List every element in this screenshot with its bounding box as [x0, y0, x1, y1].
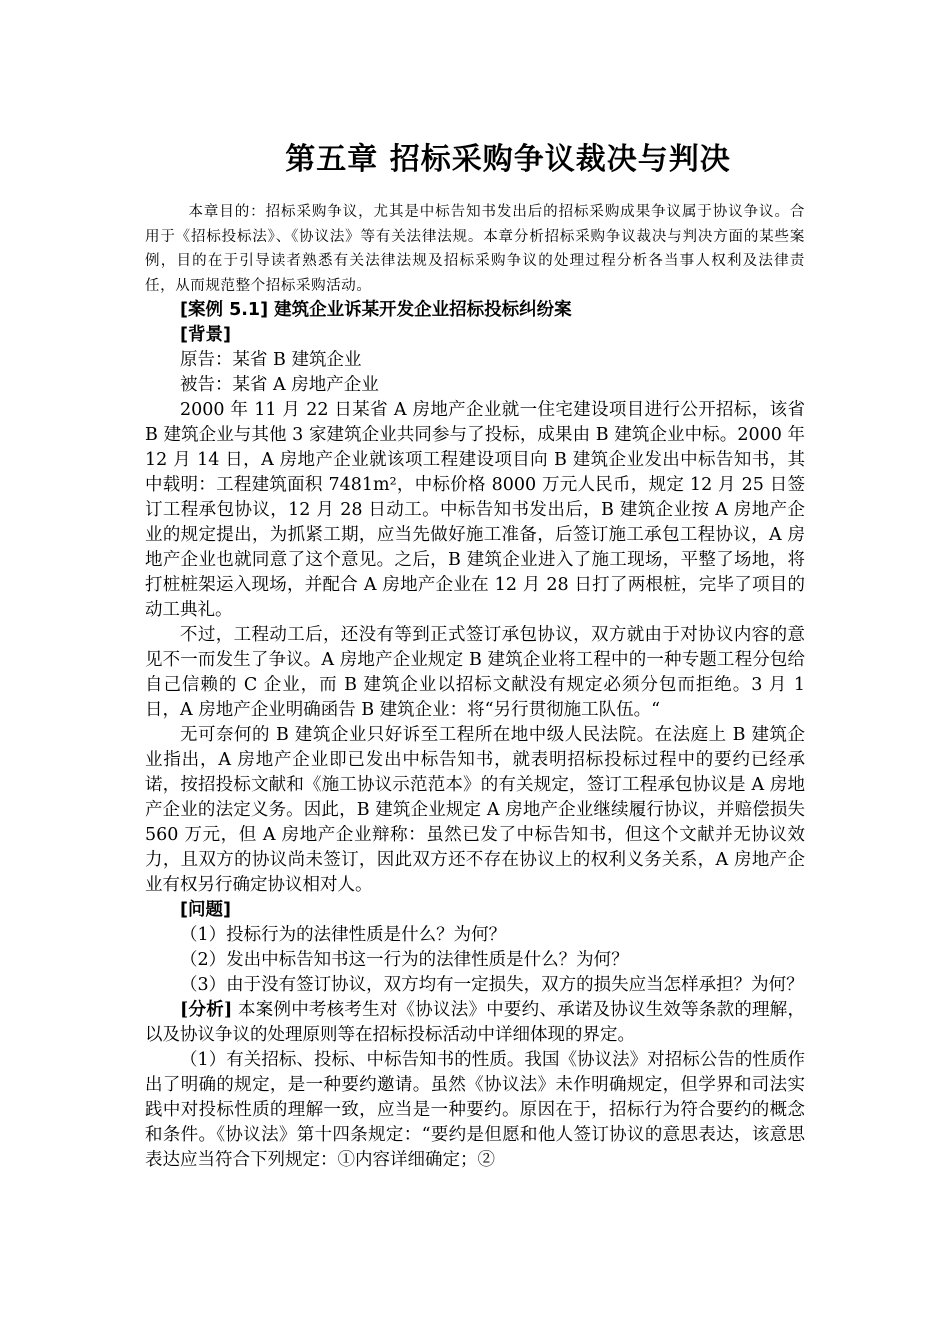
background-paragraph-3: 无可奈何的 B 建筑企业只好诉至工程所在地中级人民法院。在法庭上 B 建筑企业指出，A 房地产企业即已发出中标告知书，就表明招标投标过程中的要约已经承诺，按招投标文献和《施工协议示范范本》的有关规定，签订工程承包协议是 A 房地产企业的法定义务。因此，B 建筑企业规定 A 房地产企业继续履行协议，并赔偿损失 560 万元，但 A 房地产企业辩称：虽然已发了中标告知书，但这个文献并无协议效力，且双方的协议尚未签订，因此双方还不存在协议上的权利义务关系，A 房地产企业有权另行确定协议相对人。	[145, 725, 805, 895]
analysis-paragraph	[145, 998, 805, 1048]
chapter-intro: 本章目的：招标采购争议，尤其是中标告知书发出后的招标采购成果争议属于协议争议。合用于《招标投标法》、《协议法》等有关法律法规。本章分析招标采购争议裁决与判决方面的某些案例，目的在于引导读者熟悉有关法律法规及招标采购争议的处理过程分析各当事人权利及法律责任，从而规范整个招标采购活动。	[145, 204, 805, 294]
plaintiff-line: 原告：某省 B 建筑企业	[180, 350, 362, 370]
analysis-paragraph-1: （1）有关招标、投标、中标告知书的性质。我国《协议法》对招标公告的性质作出了明确的规定，是一种要约邀请。虽然《协议法》未作明确规定，但学界和司法实践中对投标性质的理解一致，应当是一种要约。原因在于，招标行为符合要约的概念和条件。《协议法》第十四条规定：“要约是但愿和他人签订协议的意思表达，该意思表达应当符合下列规定：①内容详细确定；②	[145, 1050, 805, 1170]
question-2: （2）发出中标告知书这一行为的法律性质是什么？为何？	[180, 950, 629, 970]
background-paragraph-2: 不过，工程动工后，还没有等到正式签订承包协议，双方就由于对协议内容的意见不一而发生了争议。A 房地产企业规定 B 建筑企业将工程中的一种专题工程分包给自己信赖的 C 企业，而 B 建筑企业以招标文献没有规定必须分包而拒绝。3 月 1 日，A 房地产企业明确函告 B 建筑企业：将“另行贯彻施工队伍。“	[145, 625, 805, 720]
defendant-line: 被告：某省 A 房地产企业	[180, 375, 379, 395]
analysis-label: [分析]	[180, 1000, 233, 1020]
background-heading: [背景]	[180, 325, 231, 345]
background-paragraph-1: 2000 年 11 月 22 日某省 A 房地产企业就一住宅建设项目进行公开招标，该省 B 建筑企业与其他 3 家建筑企业共同参与了投标，成果由 B 建筑企业中标。2000 年 12 月 14 日，A 房地产企业就该项工程建设项目向 B 建筑企业发出中标告知书，其中载明：工程建筑面积 7481m²，中标价格 8000 万元人民币，规定 12 月 25 日签订工程承包协议，12 月 28 日动工。中标告知书发出后，B 建筑企业按 A 房地产企业的规定提出，为抓紧工期，应当先做好施工准备，后签订施工承包工程协议，A 房地产企业也就同意了这个意见。之后，B 建筑企业进入了施工现场，平整了场地，将打桩桩架运入现场，并配合 A 房地产企业在 12 月 28 日打了两根桩，完毕了项目的动工典礼。	[145, 400, 805, 620]
question-3: （3）由于没有签订协议，双方均有一定损失，双方的损失应当怎样承担？为何？	[180, 975, 804, 995]
document-body	[145, 200, 805, 1173]
question-1: （1）投标行为的法律性质是什么？为何？	[180, 925, 507, 945]
case-title: [案例 5.1] 建筑企业诉某开发企业招标投标纠纷案	[180, 300, 572, 320]
chapter-title: 第五章 招标采购争议裁决与判决	[285, 142, 731, 177]
question-heading: [问题]	[180, 900, 231, 920]
analysis-text: 本案例中考核考生对《协议法》中要约、承诺及协议生效等条款的理解，以及协议争议的处理原则等在招标投标活动中详细体现的界定。	[145, 1000, 806, 1045]
